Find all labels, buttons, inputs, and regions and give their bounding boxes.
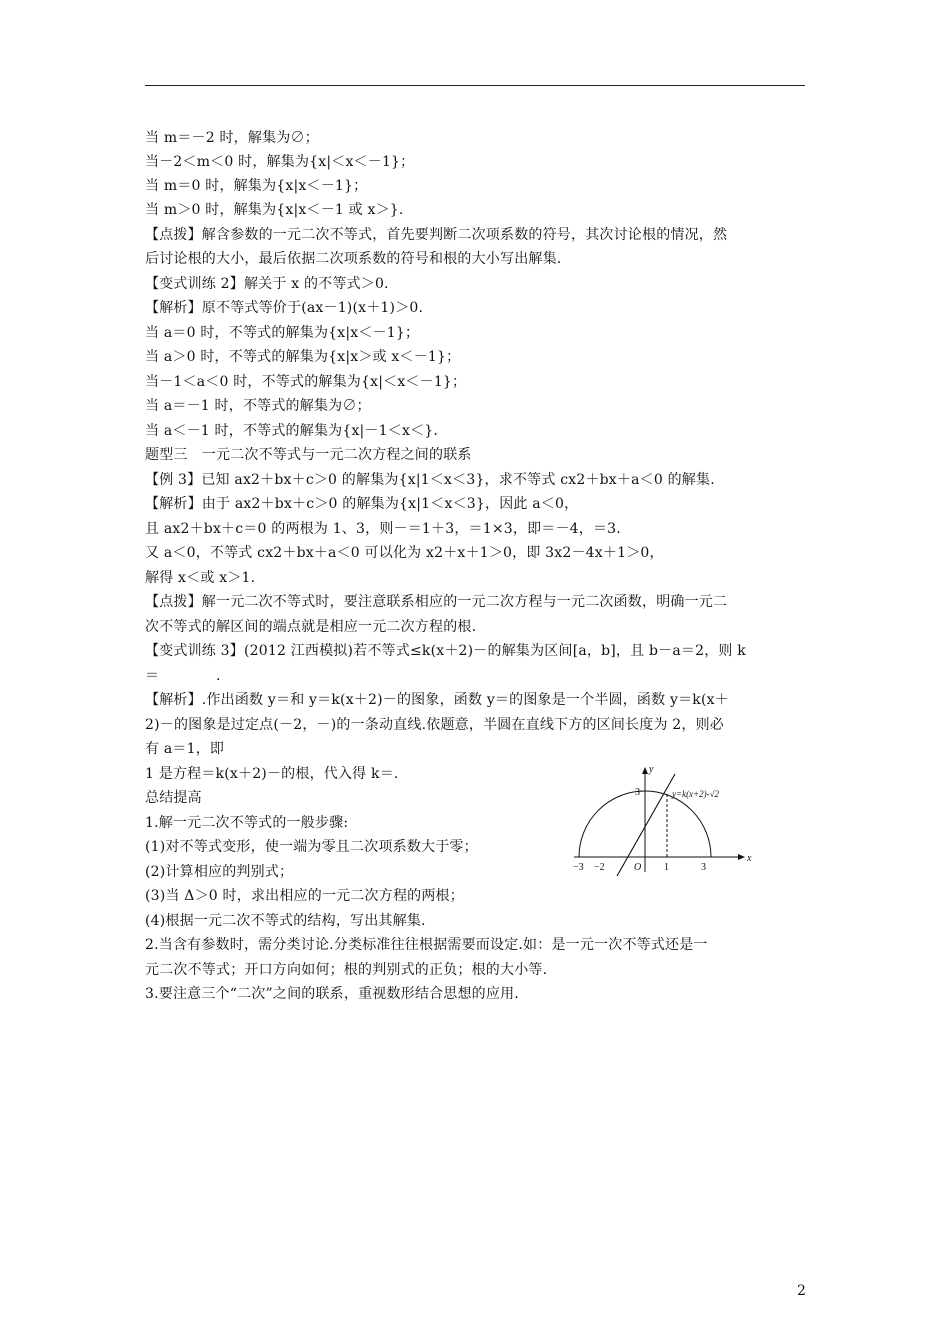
- tip-heading-line: 【点拨】解含参数的一元二次不等式，首先要判断二次项系数的符号，其次讨论根的情况，然: [145, 227, 728, 243]
- text-line: 2.当含有参数时，需分类讨论.分类标准往往根据需要而设定.如：是一元一次不等式还是一: [145, 937, 708, 953]
- text-line: 当 a＝－1 时，不等式的解集为∅；: [145, 398, 371, 414]
- analysis-heading-line: 【解析】由于 ax2＋bx＋c＞0 的解集为{x|1＜x＜3}，因此 a＜0，: [145, 496, 579, 512]
- tick-3: 3: [701, 862, 706, 873]
- text-line: 次不等式的解区间的端点就是相应一元二次方程的根.: [145, 619, 477, 635]
- exercise-heading-line: 【变式训练 3】(2012 江西模拟)若不等式≤k(x＋2)－的解集为区间[a，b]，且 b－a＝2，则 k: [145, 643, 746, 659]
- section-heading-line: 总结提高: [145, 790, 202, 806]
- text-line: 后讨论根的大小，最后依据二次项系数的符号和根的大小写出解集.: [145, 251, 562, 267]
- header-rule: [145, 85, 805, 86]
- text-line: 当 a＜－1 时，不等式的解集为{x|－1＜x＜}.: [145, 423, 439, 439]
- exercise-heading-line: 【变式训练 2】解关于 x 的不等式＞0.: [145, 276, 389, 292]
- text-line: 当－1＜a＜0 时，不等式的解集为{x|＜x＜－1}；: [145, 374, 467, 390]
- text-line: 当－2＜m＜0 时，解集为{x|＜x＜－1}；: [145, 154, 415, 170]
- text-line: ＝ .: [145, 668, 221, 684]
- y-axis-arrow-icon: [642, 767, 648, 774]
- text-line: 当 m＝0 时，解集为{x|x＜－1}；: [145, 178, 368, 194]
- text-line: 解得 x＜或 x＞1.: [145, 570, 256, 586]
- text-line: 1.解一元二次不等式的一般步骤:: [145, 815, 349, 831]
- section-heading-line: 题型三 一元二次不等式与一元二次方程之间的联系: [145, 447, 472, 463]
- semicircle-line-figure: [568, 764, 758, 876]
- text-line: 当 a＝0 时，不等式的解集为{x|x＜－1}；: [145, 325, 420, 341]
- moving-line: [617, 774, 675, 876]
- page-number: 2: [797, 1283, 806, 1299]
- text-line: 3.要注意三个“二次”之间的联系，重视数形结合思想的应用.: [145, 986, 519, 1002]
- analysis-heading-line: 【解析】.作出函数 y＝和 y＝k(x＋2)－的图象，函数 y＝的图象是一个半圆，函数 y＝k(x＋: [145, 692, 729, 708]
- figure-svg: [568, 764, 758, 876]
- text-line: (3)当 Δ＞0 时，求出相应的一元二次方程的两根；: [145, 888, 464, 904]
- text-line: 有 a＝1，即: [145, 741, 225, 757]
- text-line: 且 ax2＋bx＋c＝0 的两根为 1、3，则－＝1＋3，＝1×3，即＝－4，＝3.: [145, 521, 621, 537]
- tip-heading-line: 【点拨】解一元二次不等式时，要注意联系相应的一元二次方程与一元二次函数，明确一元二: [145, 594, 728, 610]
- text-line: 元二次不等式；开口方向如何；根的判别式的正负；根的大小等.: [145, 962, 548, 978]
- text-line: 2)－的图象是过定点(－2，－)的一条动直线.依题意，半圆在直线下方的区间长度为 2，则必: [145, 717, 725, 733]
- analysis-heading-line: 【解析】原不等式等价于(ax－1)(x＋1)＞0.: [145, 300, 424, 316]
- text-line: 当 a＞0 时，不等式的解集为{x|x＞或 x＜－1}；: [145, 349, 461, 365]
- tick-origin: O: [634, 862, 642, 873]
- text-line: (4)根据一元二次不等式的结构，写出其解集.: [145, 913, 426, 929]
- text-line: 又 a＜0，不等式 cx2＋bx＋a＜0 可以化为 x2＋x＋1＞0，即 3x2－4x＋1＞0，: [145, 545, 664, 561]
- line-label: y=k(x+2)-√2: [672, 789, 720, 799]
- text-line: 当 m＞0 时，解集为{x|x＜－1 或 x＞}.: [145, 202, 404, 218]
- tick-neg2: −2: [594, 862, 605, 873]
- x-axis-label: x: [747, 853, 752, 864]
- y-axis-label: y: [649, 764, 654, 775]
- text-line: 1 是方程＝k(x＋2)－的根，代入得 k＝.: [145, 766, 399, 782]
- x-axis-arrow-icon: [738, 854, 745, 860]
- text-line: (2)计算相应的判别式；: [145, 864, 294, 880]
- text-line: 当 m＝－2 时，解集为∅；: [145, 130, 319, 146]
- tick-neg3: −3: [573, 862, 584, 873]
- example-heading-line: 【例 3】已知 ax2＋bx＋c＞0 的解集为{x|1＜x＜3}，求不等式 cx2＋bx＋a＜0 的解集.: [145, 472, 715, 488]
- tick-1: 1: [664, 862, 669, 873]
- text-line: (1)对不等式变形，使一端为零且二次项系数大于零；: [145, 839, 478, 855]
- tick-y3: 3: [635, 787, 640, 798]
